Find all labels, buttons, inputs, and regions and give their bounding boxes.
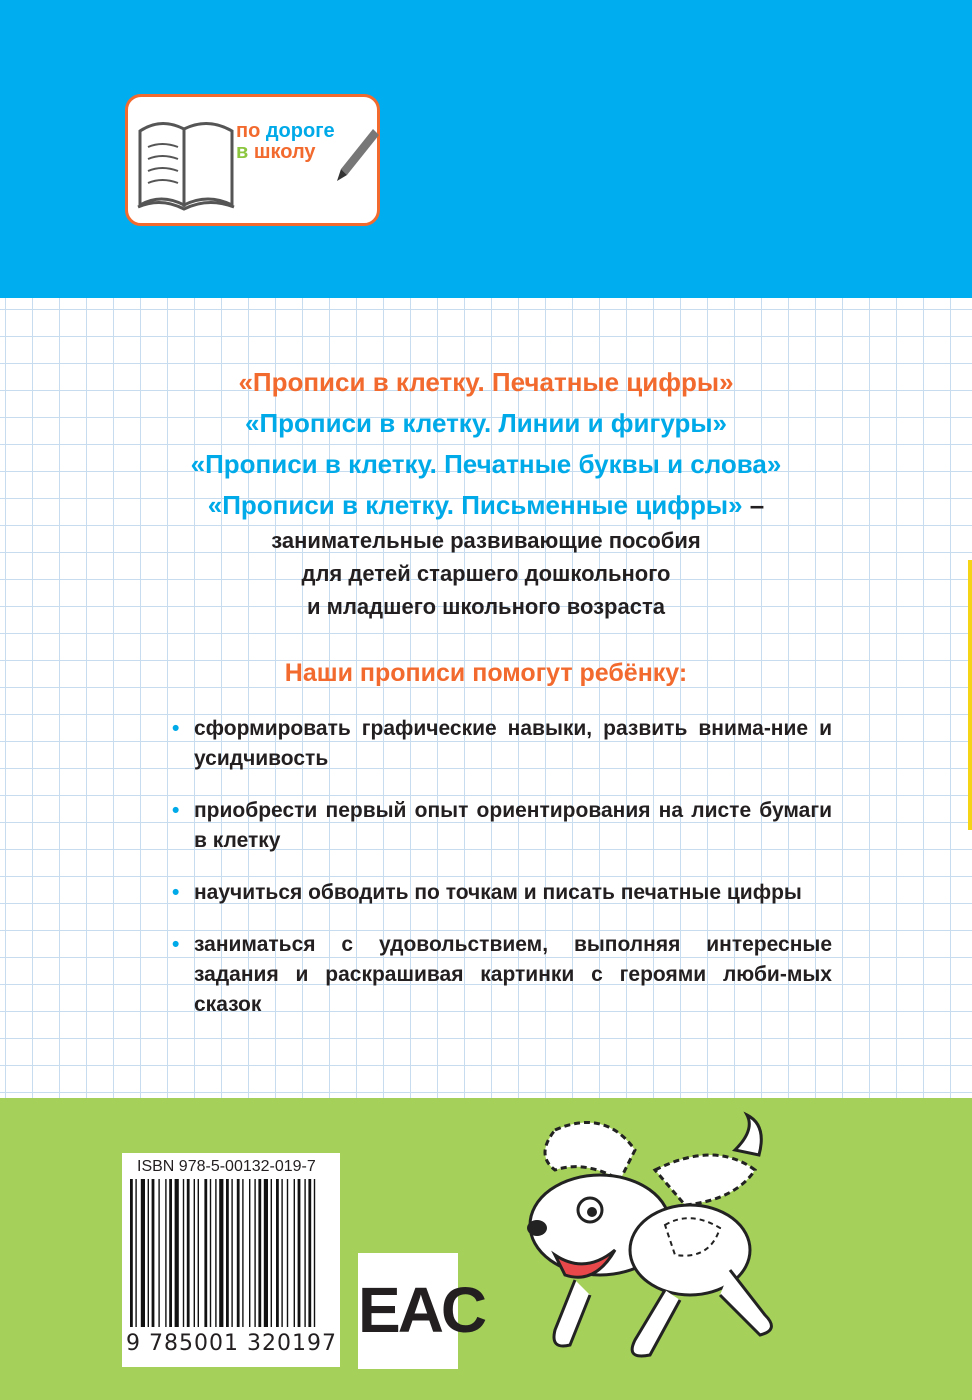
barcode-bar [304, 1179, 305, 1327]
barcode-bar [204, 1179, 207, 1327]
barcode-bar [249, 1179, 250, 1327]
benefits-heading: Наши прописи помогут ребёнку: [284, 659, 688, 687]
logo-title [236, 121, 335, 163]
bullet-marker: • [172, 717, 180, 740]
barcode-bar [276, 1179, 279, 1327]
description-line-1: занимательные развивающие пособия [271, 528, 701, 553]
barcode-bar [175, 1179, 179, 1327]
barcode-bar [308, 1179, 311, 1327]
barcode-bar [194, 1179, 195, 1327]
list-item [172, 714, 832, 774]
title-line-3: «Прописи в клетку. Печатные буквы и слова» [190, 449, 782, 479]
barcode-bar [187, 1179, 190, 1327]
title-line-4-dash: – [742, 490, 765, 520]
list-item-text: заниматься с удовольствием, выполняя интересные задания и раскрашивая картинки с героями люби-мых сказок [194, 933, 832, 1016]
bullet-marker: • [172, 933, 180, 956]
barcode-bar [210, 1179, 211, 1327]
logo-word-4: школу [253, 141, 316, 163]
list-item-text: научиться обводить по точкам и писать печатные цифры [194, 881, 802, 904]
open-book-icon [136, 109, 236, 214]
barcode-number: 9 785001 320197 [126, 1331, 337, 1356]
barcode-bar [198, 1179, 199, 1327]
barcode-bar [281, 1179, 282, 1327]
eac-mark [358, 1253, 485, 1369]
barcode-bar [158, 1179, 159, 1327]
barcode-bar [237, 1179, 240, 1327]
bullet-marker: • [172, 881, 180, 904]
isbn-label: ISBN 978-5-00132-019-7 [137, 1158, 316, 1175]
barcode-bar [219, 1179, 223, 1327]
logo-word-2: дороге [265, 120, 335, 142]
barcode-bar [254, 1179, 255, 1327]
list-item [172, 878, 832, 908]
barcode-bar [231, 1179, 232, 1327]
barcode-box [122, 1153, 340, 1367]
eac-mark-text: EAC [358, 1274, 485, 1346]
barcode-bar [294, 1179, 295, 1327]
barcode-bar [215, 1179, 216, 1327]
pencil-icon [333, 127, 379, 183]
list-item-text: сформировать графические навыки, развить внима-ние и усидчивость [194, 717, 832, 770]
barcode-bar [148, 1179, 149, 1327]
description-line-2: для детей старшего дошкольного [301, 561, 671, 586]
barcode-bar [287, 1179, 288, 1327]
logo-word-1: по [236, 120, 261, 142]
title-line-1: «Прописи в клетку. Печатные цифры» [238, 367, 734, 397]
description-line-3: и младшего школьного возраста [307, 594, 665, 619]
barcode-bar [271, 1179, 272, 1327]
title-line-2: «Прописи в клетку. Линии и фигуры» [244, 408, 727, 438]
barcode-bar [264, 1179, 268, 1327]
barcode-bar [258, 1179, 261, 1327]
barcode-bar [141, 1179, 145, 1327]
benefits-list [172, 714, 832, 1042]
title-line-4: «Прописи в клетку. Письменные цифры» [207, 490, 743, 520]
logo-word-3: в [236, 141, 249, 163]
barcode-bar [165, 1179, 166, 1327]
barcode-bar [314, 1179, 315, 1327]
list-item-text: приобрести первый опыт ориентирования на листе бумаги в клетку [194, 799, 832, 852]
dog-illustration [515, 1110, 785, 1370]
barcode-bar [226, 1179, 229, 1327]
barcode-bar [298, 1179, 301, 1327]
bullet-marker: • [172, 799, 180, 822]
barcode-bar [135, 1179, 136, 1327]
barcode-bar [242, 1179, 243, 1327]
list-item [172, 930, 832, 1020]
barcode-bar [183, 1179, 184, 1327]
list-item [172, 796, 832, 856]
barcode-bar [130, 1179, 133, 1327]
description [0, 524, 972, 623]
barcode-bar [169, 1179, 172, 1327]
book-titles [0, 362, 972, 526]
barcode-bar [152, 1179, 155, 1327]
series-logo [125, 94, 380, 226]
barcode-icon [122, 1179, 340, 1331]
